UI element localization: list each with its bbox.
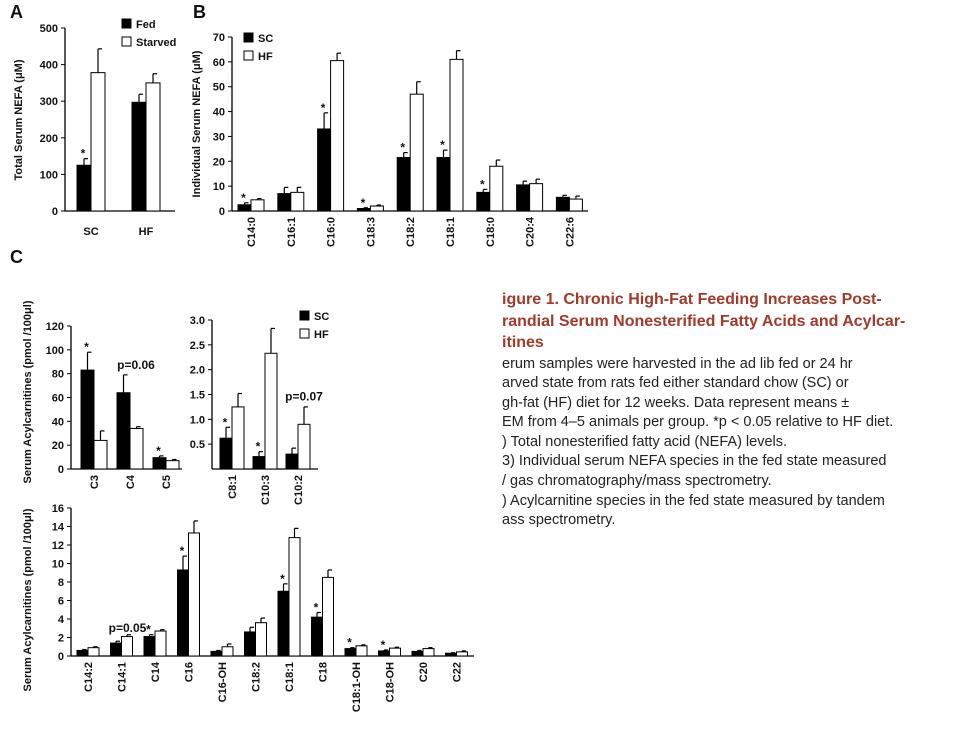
x-tick-label: C18:2 bbox=[250, 662, 263, 692]
y-tick-label: 60 bbox=[212, 56, 225, 69]
x-tick-label: C16-OH bbox=[217, 662, 229, 703]
x-tick-label: C18 bbox=[317, 662, 330, 683]
chart-a bbox=[13, 19, 176, 238]
x-tick-label: C18:0 bbox=[484, 217, 497, 247]
bar-sc-c181oh bbox=[345, 649, 356, 656]
x-tick-label: C20 bbox=[418, 662, 430, 683]
bar-sc-c4 bbox=[117, 393, 130, 469]
bar-hf-c160 bbox=[331, 61, 344, 211]
x-tick-label: C20:4 bbox=[524, 217, 537, 247]
x-tick-label: C5 bbox=[161, 475, 173, 490]
p-value-annotation: p=0.06 bbox=[117, 357, 155, 372]
y-tick-label: 12 bbox=[51, 540, 64, 552]
chart-c2 bbox=[190, 311, 330, 505]
y-tick-label: 10 bbox=[212, 181, 225, 194]
bar-sc-c180 bbox=[477, 192, 490, 211]
y-tick-label: 20 bbox=[212, 156, 225, 169]
x-tick-label: C16:1 bbox=[285, 217, 298, 247]
legend-swatch-sc bbox=[244, 33, 253, 42]
y-tick-label: 40 bbox=[51, 416, 64, 429]
bar-sc-c160 bbox=[318, 129, 331, 211]
chart-c3 bbox=[22, 503, 474, 712]
bar-hf-c18oh bbox=[390, 648, 401, 656]
bar-hf-c182 bbox=[256, 623, 267, 656]
bar-hf-c5 bbox=[166, 461, 179, 469]
bar-sc-c181 bbox=[278, 591, 289, 656]
bar-sc-c16 bbox=[178, 570, 189, 656]
bar-sc-c16oh bbox=[211, 651, 222, 656]
y-axis-label: Total Serum NEFA (μM) bbox=[13, 59, 25, 181]
x-tick-label: C14 bbox=[150, 662, 162, 683]
x-tick-label: SC bbox=[83, 226, 99, 238]
x-tick-label: C18:1-OH bbox=[351, 662, 363, 713]
bar-hf-c182 bbox=[410, 94, 423, 211]
y-tick-label: 16 bbox=[51, 503, 64, 515]
chart-b bbox=[191, 32, 588, 247]
y-tick-label: 3.0 bbox=[189, 315, 205, 327]
bar-starved-sc bbox=[91, 73, 105, 211]
legend-label-hf: HF bbox=[258, 51, 273, 63]
bar-hf-c183 bbox=[370, 206, 383, 211]
significance-star: * bbox=[360, 195, 366, 210]
caption-title-line-2: randial Serum Nonesterified Fatty Acids and Acylcar- bbox=[502, 312, 906, 330]
caption-body-line: ) Total nonesterified fatty acid (NEFA) levels. bbox=[502, 433, 788, 450]
bar-hf-c20 bbox=[423, 649, 434, 656]
significance-star: * bbox=[320, 100, 326, 115]
x-tick-label: C16:0 bbox=[325, 217, 338, 247]
p-value-annotation: p=0.07 bbox=[285, 389, 323, 404]
y-tick-label: 60 bbox=[51, 392, 64, 405]
x-tick-label: C16 bbox=[183, 662, 196, 683]
bar-hf-c180 bbox=[490, 166, 503, 211]
x-tick-label: C18:2 bbox=[405, 217, 418, 247]
bar-sc-c22 bbox=[446, 653, 457, 656]
legend-label-hf: HF bbox=[314, 329, 329, 341]
y-tick-label: 500 bbox=[39, 23, 58, 35]
legend-swatch-hf bbox=[244, 51, 253, 60]
bar-hf-c204 bbox=[530, 184, 543, 211]
legend-label-starved: Starved bbox=[136, 37, 177, 49]
bar-hf-c22 bbox=[457, 652, 468, 656]
significance-star: * bbox=[479, 177, 485, 192]
significance-star: * bbox=[380, 637, 386, 652]
bar-sc-c103 bbox=[253, 457, 265, 469]
y-axis-label: Individual Serum NEFA (μM) bbox=[191, 50, 203, 198]
bar-hf-c16oh bbox=[222, 647, 233, 656]
x-tick-label: C22:6 bbox=[564, 217, 577, 247]
y-tick-label: 2 bbox=[57, 632, 64, 645]
bar-hf-c16 bbox=[189, 533, 200, 656]
caption-title-line-3: itines bbox=[502, 334, 544, 351]
bar-hf-c181oh bbox=[356, 646, 367, 656]
y-axis-label: Serum Acylcarnitines (pmol /100μl) bbox=[22, 508, 34, 692]
bar-sc-c204 bbox=[517, 185, 530, 211]
panel-label-b: B bbox=[193, 2, 206, 22]
y-tick-label: 1.0 bbox=[189, 414, 205, 427]
bar-sc-c142 bbox=[77, 650, 88, 656]
bar-hf-c181 bbox=[289, 538, 300, 656]
panel-label-a: A bbox=[10, 2, 23, 22]
figure-caption bbox=[502, 290, 958, 531]
bar-hf-c3 bbox=[94, 440, 107, 469]
y-tick-label: 40 bbox=[212, 106, 225, 119]
x-tick-label: C8:1 bbox=[227, 475, 239, 499]
y-tick-label: 100 bbox=[39, 169, 58, 182]
bar-sc-c18 bbox=[312, 617, 323, 656]
x-tick-label: C22 bbox=[451, 662, 464, 683]
y-tick-label: 30 bbox=[212, 131, 225, 144]
y-tick-label: 0 bbox=[57, 651, 64, 663]
x-tick-label: C18:1 bbox=[284, 662, 296, 692]
y-tick-label: 80 bbox=[51, 368, 64, 381]
significance-star: * bbox=[80, 146, 86, 161]
bar-hf-c142 bbox=[88, 648, 99, 656]
y-tick-label: 14 bbox=[51, 521, 64, 534]
caption-body-line: ass spectrometry. bbox=[502, 512, 616, 529]
y-tick-label: 120 bbox=[45, 321, 64, 333]
caption-body-line: erum samples were harvested in the ad lib fed or 24 hr bbox=[502, 355, 853, 372]
y-tick-label: 2.5 bbox=[189, 339, 205, 352]
y-tick-label: 2.0 bbox=[189, 364, 205, 377]
x-tick-label: C18:1 bbox=[445, 217, 457, 247]
y-tick-label: 6 bbox=[57, 595, 64, 608]
bar-sc-c182 bbox=[245, 632, 256, 656]
bar-hf-c18 bbox=[323, 577, 334, 656]
significance-star: * bbox=[156, 443, 161, 458]
legend-swatch-starved bbox=[122, 37, 131, 46]
p-value-annotation: p=0.05 bbox=[108, 620, 147, 635]
y-tick-label: 0 bbox=[51, 206, 58, 218]
bar-sc-c14 bbox=[144, 637, 155, 656]
x-tick-label: HF bbox=[138, 226, 154, 238]
bar-hf-c226 bbox=[569, 199, 582, 211]
bar-sc-c181 bbox=[437, 158, 450, 211]
x-tick-label: C10:3 bbox=[260, 475, 272, 505]
y-tick-label: 400 bbox=[39, 59, 58, 72]
caption-body-line: EM from 4–5 animals per group. *p < 0.05 relative to HF diet. bbox=[502, 414, 894, 431]
significance-star: * bbox=[241, 190, 246, 205]
significance-star: * bbox=[146, 622, 151, 637]
chart-c1 bbox=[22, 300, 182, 489]
legend-label-sc: SC bbox=[314, 311, 330, 323]
bar-fed-hf bbox=[132, 102, 146, 211]
y-tick-label: 70 bbox=[212, 32, 225, 44]
caption-body-line: arved state from rats fed either standard chow (SC) or bbox=[502, 375, 849, 392]
caption-body-line: ) Acylcarnitine species in the fed state measured by tandem bbox=[502, 492, 885, 509]
significance-star: * bbox=[313, 600, 319, 615]
x-tick-label: C18:3 bbox=[365, 217, 378, 247]
significance-star: * bbox=[255, 439, 261, 454]
bar-sc-c182 bbox=[397, 158, 410, 211]
significance-star: * bbox=[400, 140, 406, 155]
bar-starved-hf bbox=[146, 83, 160, 211]
y-axis-label: Serum Acylcarnitines (pmol /100μl) bbox=[22, 300, 34, 484]
bar-hf-c141 bbox=[122, 637, 133, 656]
bar-sc-c141 bbox=[111, 643, 122, 656]
y-tick-label: 4 bbox=[57, 614, 64, 626]
legend-swatch-hf bbox=[300, 329, 309, 338]
y-tick-label: 50 bbox=[212, 81, 225, 94]
bar-hf-c161 bbox=[291, 192, 304, 211]
y-tick-label: 0.5 bbox=[189, 439, 205, 452]
panel-label-c: C bbox=[10, 247, 23, 267]
bar-sc-c226 bbox=[556, 197, 569, 211]
bar-sc-c102 bbox=[286, 454, 298, 469]
x-tick-label: C14:2 bbox=[83, 662, 95, 692]
caption-body-line: gh-fat (HF) diet for 12 weeks. Data represent means ± bbox=[502, 394, 850, 411]
bar-hf-c103 bbox=[265, 353, 277, 469]
significance-star: * bbox=[347, 635, 352, 650]
legend-swatch-fed bbox=[122, 19, 131, 28]
bar-sc-c5 bbox=[153, 458, 166, 469]
bar-sc-c81 bbox=[220, 438, 232, 469]
legend-label-sc: SC bbox=[258, 33, 274, 45]
y-tick-label: 100 bbox=[45, 344, 64, 357]
bar-sc-c140 bbox=[238, 205, 251, 211]
significance-star: * bbox=[179, 544, 185, 559]
x-tick-label: C4 bbox=[125, 475, 137, 490]
x-tick-label: C3 bbox=[89, 475, 101, 490]
x-tick-label: C10:2 bbox=[293, 475, 305, 505]
bar-sc-c3 bbox=[81, 370, 94, 469]
legend-label-fed: Fed bbox=[136, 19, 156, 31]
y-tick-label: 0 bbox=[218, 206, 225, 218]
bar-hf-c102 bbox=[298, 424, 310, 469]
y-tick-label: 20 bbox=[51, 440, 64, 453]
caption-body-line: / gas chromatography/mass spectrometry. bbox=[502, 473, 772, 490]
y-tick-label: 300 bbox=[39, 96, 58, 109]
bar-hf-c81 bbox=[232, 407, 244, 469]
y-tick-label: 200 bbox=[39, 132, 58, 145]
bar-hf-c14 bbox=[155, 631, 166, 656]
bar-fed-sc bbox=[77, 165, 91, 211]
significance-star: * bbox=[222, 415, 228, 430]
significance-star: * bbox=[84, 340, 89, 355]
x-tick-label: C14:0 bbox=[246, 217, 258, 247]
caption-body-line: 3) Individual serum NEFA species in the fed state measured bbox=[502, 453, 887, 470]
legend-swatch-sc bbox=[300, 311, 309, 320]
caption-title-line-1: igure 1. Chronic High-Fat Feeding Increases Post- bbox=[502, 291, 882, 308]
bar-hf-c140 bbox=[251, 200, 264, 211]
y-tick-label: 1.5 bbox=[189, 389, 205, 402]
significance-star: * bbox=[440, 138, 445, 153]
y-tick-label: 8 bbox=[57, 577, 64, 589]
y-tick-label: 0 bbox=[57, 464, 64, 476]
x-tick-label: C14:1 bbox=[116, 662, 129, 692]
bar-hf-c181 bbox=[450, 59, 463, 211]
x-tick-label: C18-OH bbox=[384, 662, 397, 703]
bar-sc-c161 bbox=[278, 194, 291, 211]
bar-hf-c4 bbox=[130, 428, 143, 469]
significance-star: * bbox=[280, 571, 285, 586]
y-tick-label: 10 bbox=[51, 558, 64, 571]
bar-sc-c20 bbox=[412, 651, 423, 656]
